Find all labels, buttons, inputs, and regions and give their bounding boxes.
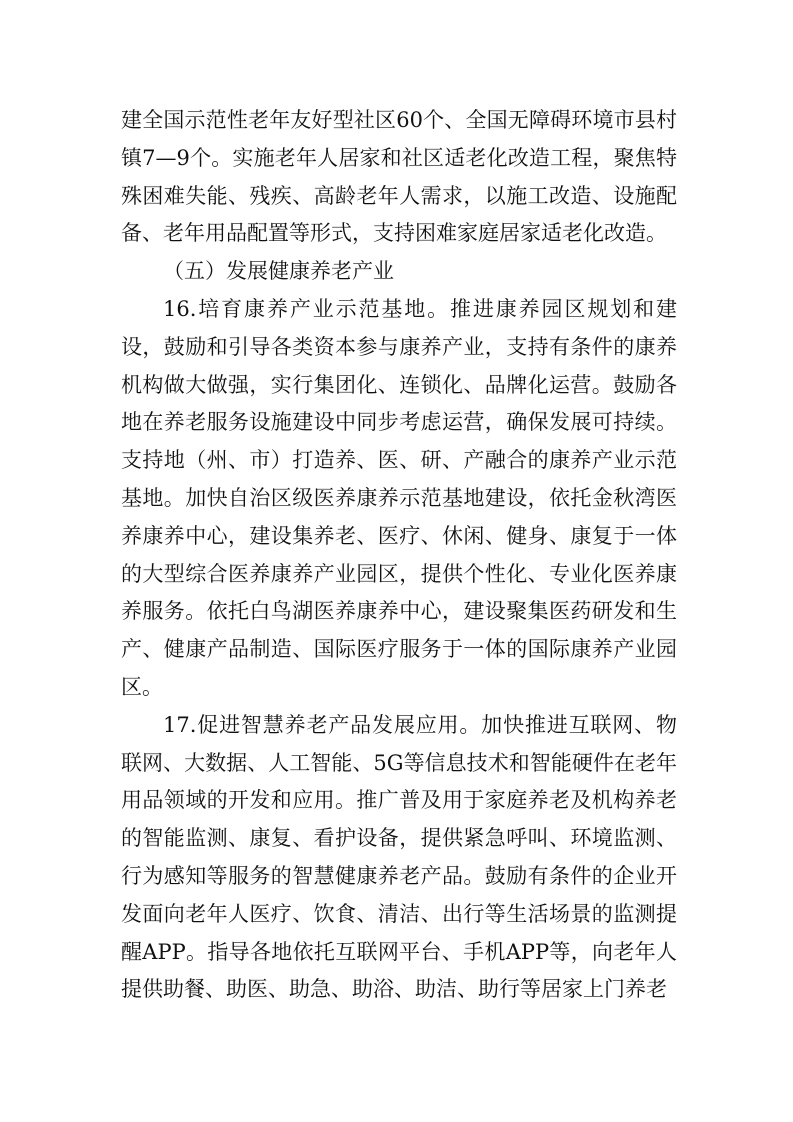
paragraph-item-16: 16.培育康养产业示范基地。推进康养园区规划和建设，鼓励和引导各类资本参与康养产业，支持有条件的康养机构做大做强，实行集团化、连锁化、品牌化运营。鼓励各地在养老服务设施建设中同步考虑运营，确保发展可持续。支持地（州、市）打造养、医、研、产融合的康养产业示范基地。加快自治区级医养康养示范基地建设，依托金秋湾医养康养中心，建设集养老、医疗、休闲、健身、康复于一体的大型综合医养康养产业园区，提供个性化、专业化医养康养服务。依托白鸟湖医养康养中心，建设聚集医药研发和生产、健康产品制造、国际医疗服务于一体的国际康养产业园区。: [121, 296, 677, 699]
paragraph-item-17: 17.促进智慧养老产品发展应用。加快推进互联网、物联网、大数据、人工智能、5G等信息技术和智能硬件在老年用品领域的开发和应用。推广普及用于家庭养老及机构养老的智能监测、康复、看护设备，提供紧急呼叫、环境监测、行为感知等服务的智慧健康养老产品。鼓励有条件的企业开发面向老年人医疗、饮食、清洁、出行等生活场景的监测提醒APP。指导各地依托互联网平台、手机APP等，向老年人提供助餐、助医、助急、助浴、助洁、助行等居家上门养老: [121, 712, 677, 1002]
continuation-paragraph: 建全国示范性老年友好型社区60个、全国无障碍环境市县村镇7—9个。实施老年人居家和社区适老化改造工程，聚焦特殊困难失能、残疾、高龄老年人需求，以施工改造、设施配备、老年用品配置等形式，支持困难家庭居家适老化改造。: [121, 108, 677, 246]
document-body: [121, 102, 677, 1009]
section-heading: （五）发展健康养老产业: [163, 259, 394, 284]
